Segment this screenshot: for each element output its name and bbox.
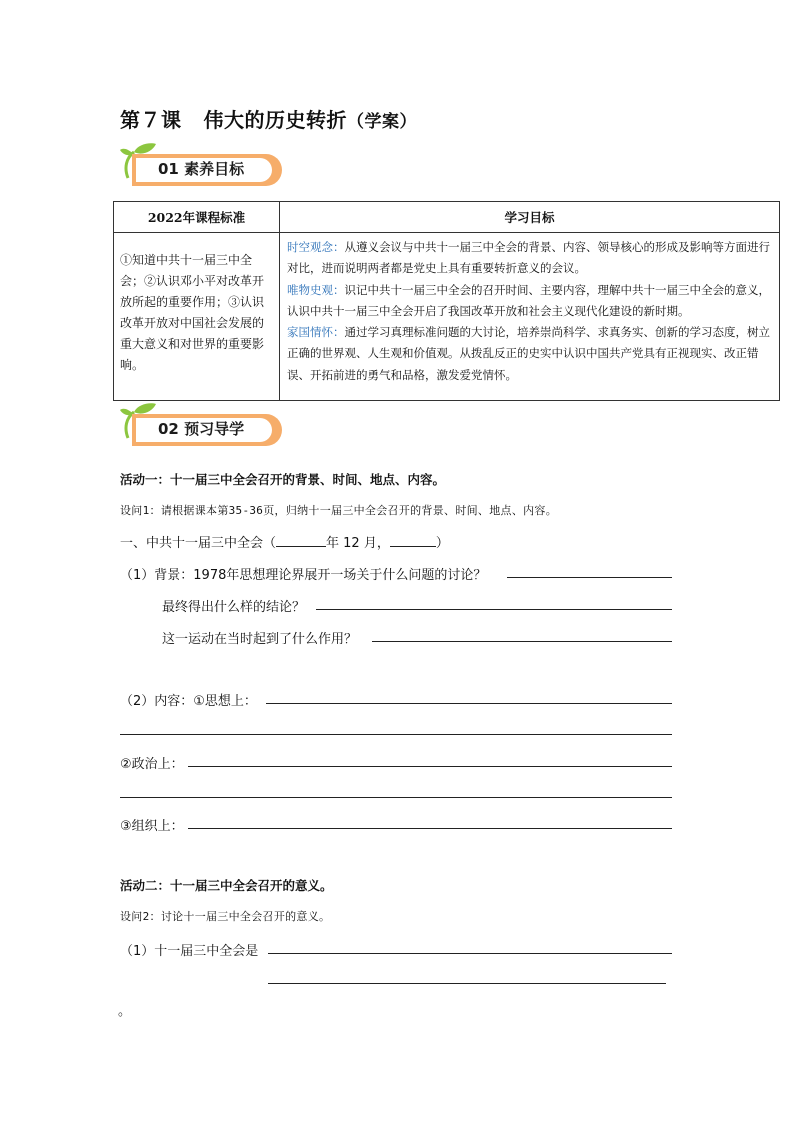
table-header-standard: 2022年课程标准: [114, 202, 280, 233]
section-badge-preview: [118, 400, 294, 452]
activity2-question: 设问2：讨论十一届三中全会召开的意义。: [120, 910, 331, 923]
section-label: 01 素养目标: [158, 160, 245, 178]
end-mark: 。: [118, 1004, 132, 1019]
answer-line[interactable]: [188, 828, 672, 829]
lesson-number: 第７课: [120, 108, 182, 132]
objective-item: [287, 280, 774, 323]
answer-line[interactable]: [188, 766, 672, 767]
lesson-name: 伟大的历史转折: [203, 108, 347, 132]
background-question: （1）背景：1978年思想理论界展开一场关于什么问题的讨论？: [120, 568, 487, 583]
content-ideology-label: （2）内容：①思想上：: [120, 694, 257, 709]
effect-question: 这一运动在当时起到了什么作用？: [162, 632, 358, 647]
table-header-objectives: 学习目标: [280, 202, 780, 233]
content-politics-label: ②政治上：: [120, 757, 184, 772]
year-blank[interactable]: [276, 533, 326, 547]
meeting-heading: 一、中共十一届三中全会（ 年 12 月， ）: [120, 532, 449, 551]
section-badge-goals: [118, 140, 294, 192]
section-label: 02 预习导学: [158, 420, 245, 438]
conclusion-question: 最终得出什么样的结论？: [162, 600, 306, 615]
answer-line[interactable]: [268, 953, 672, 954]
answer-line[interactable]: [268, 983, 666, 984]
standard-text: ①知道中共十一届三中全会；②认识邓小平对改革开放所起的重要作用；③认识改革开放对中国社会发展的重大意义和对世界的重要影响。: [120, 253, 265, 372]
objective-text: 通过学习真理标准问题的大讨论，培养崇尚科学、求真务实、创新的学习态度，树立正确的世界观、人生观和价值观。从拨乱反正的史实中认识中国共产党具有正视现实、改正错误、开拓前进的勇气和品格，激发爱党情怀。: [287, 325, 770, 382]
activity1-title: 活动一：十一届三中全会召开的背景、时间、地点、内容。: [120, 472, 446, 487]
lesson-suffix: （学案）: [347, 112, 417, 132]
objective-key: 家国情怀：: [287, 325, 345, 340]
standard-cell: [114, 233, 280, 401]
activity1-question: 设问1：请根据课本第35-36页，归纳十一届三中全会召开的背景、时间、地点、内容。: [120, 504, 558, 517]
objectives-cell: [280, 233, 780, 401]
objective-item: [287, 237, 774, 280]
objective-text: 从遵义会议与中共十一届三中全会的背景、内容、领导核心的形成及影响等方面进行对比，进而说明两者都是党史上具有重要转折意义的会议。: [287, 240, 770, 276]
answer-line[interactable]: [507, 577, 672, 578]
objective-text: 识记中共十一届三中全会的召开时间、主要内容，理解中共十一届三中全会的意义，认识中共十一届三中全会开启了我国改革开放和社会主义现代化建设的新时期。: [287, 282, 770, 318]
answer-line[interactable]: [120, 734, 672, 735]
objective-item: [287, 322, 774, 386]
content-organization-label: ③组织上：: [120, 819, 184, 834]
answer-line[interactable]: [316, 609, 672, 610]
significance-label: （1）十一届三中全会是: [120, 944, 259, 959]
objective-key: 唯物史观：: [287, 282, 345, 297]
goals-table: [113, 201, 780, 401]
answer-line[interactable]: [120, 797, 672, 798]
answer-line[interactable]: [266, 703, 672, 704]
objective-key: 时空观念：: [287, 240, 345, 254]
page-title: [120, 104, 417, 133]
answer-line[interactable]: [372, 641, 672, 642]
place-blank[interactable]: [390, 533, 436, 547]
activity2-title: 活动二：十一届三中全会召开的意义。: [120, 878, 333, 893]
